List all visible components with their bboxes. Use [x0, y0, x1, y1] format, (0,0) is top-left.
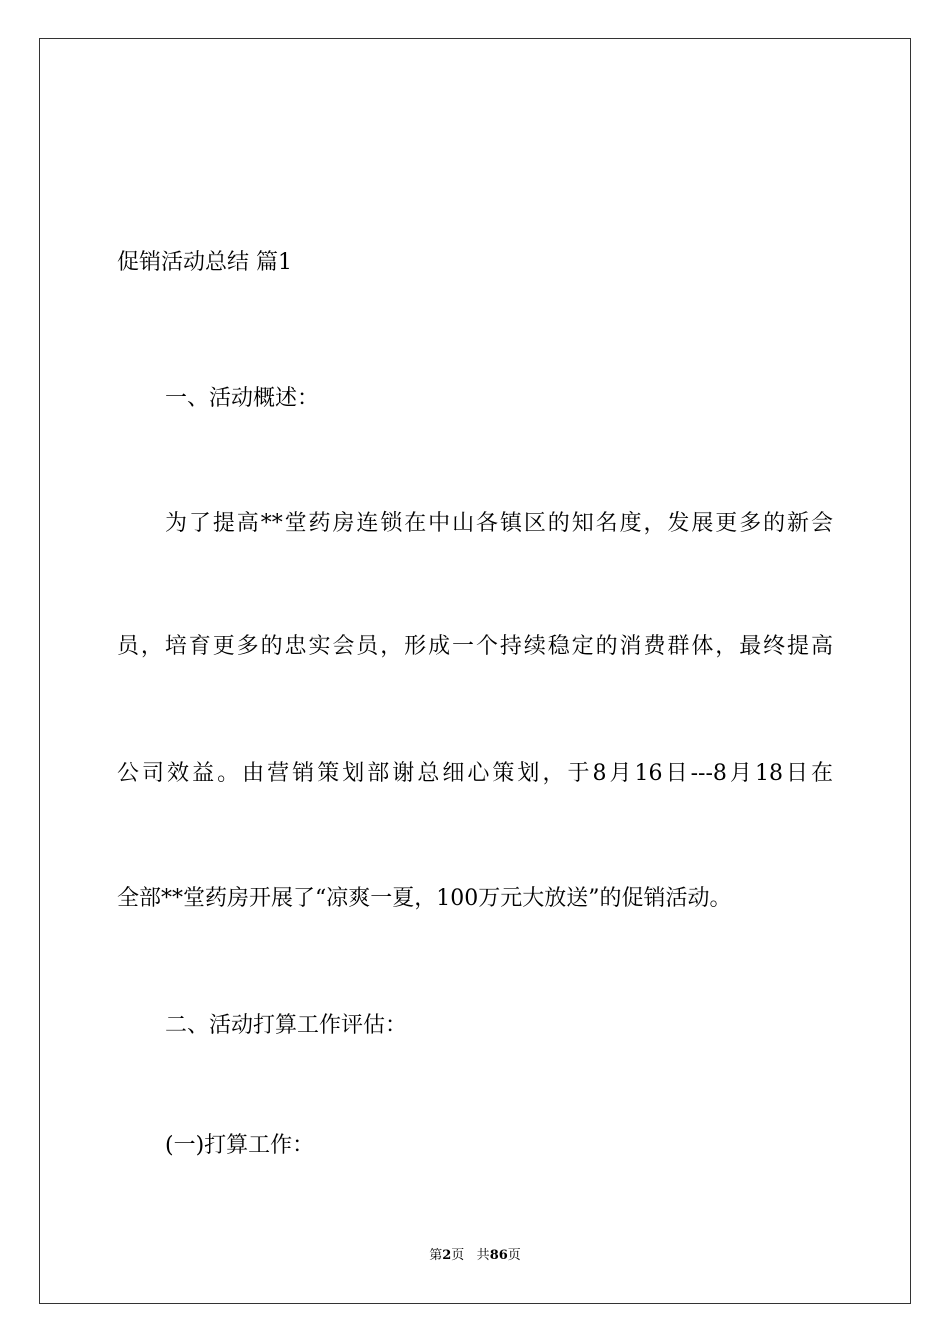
page-frame — [39, 38, 911, 1304]
footer-prefix: 第 — [429, 1248, 443, 1263]
footer-page-number: 2 — [442, 1248, 452, 1263]
page-footer — [0, 1247, 950, 1265]
footer-total-prefix: 共 — [476, 1248, 490, 1263]
subsection-heading: (一)打算工作： — [165, 1133, 315, 1158]
section-1-heading: 一、活动概述： — [165, 386, 320, 411]
footer-page-suffix: 页 — [451, 1248, 465, 1263]
document-title: 促销活动总结 篇1 — [117, 250, 292, 275]
paragraph-line-3: 公司效益。由营销策划部谢总细心策划，于8月16日---8月18日在 — [117, 761, 833, 786]
footer-total-suffix: 页 — [507, 1248, 521, 1263]
paragraph-line-4: 全部**堂药房开展了“凉爽一夏，100万元大放送”的促销活动。 — [117, 886, 732, 911]
paragraph-line-1: 为了提高**堂药房连锁在中山各镇区的知名度，发展更多的新会 — [165, 511, 833, 536]
footer-total-pages: 86 — [489, 1248, 508, 1263]
paragraph-line-2: 员，培育更多的忠实会员，形成一个持续稳定的消费群体，最终提高 — [117, 634, 833, 659]
section-2-heading: 二、活动打算工作评估： — [165, 1013, 408, 1038]
